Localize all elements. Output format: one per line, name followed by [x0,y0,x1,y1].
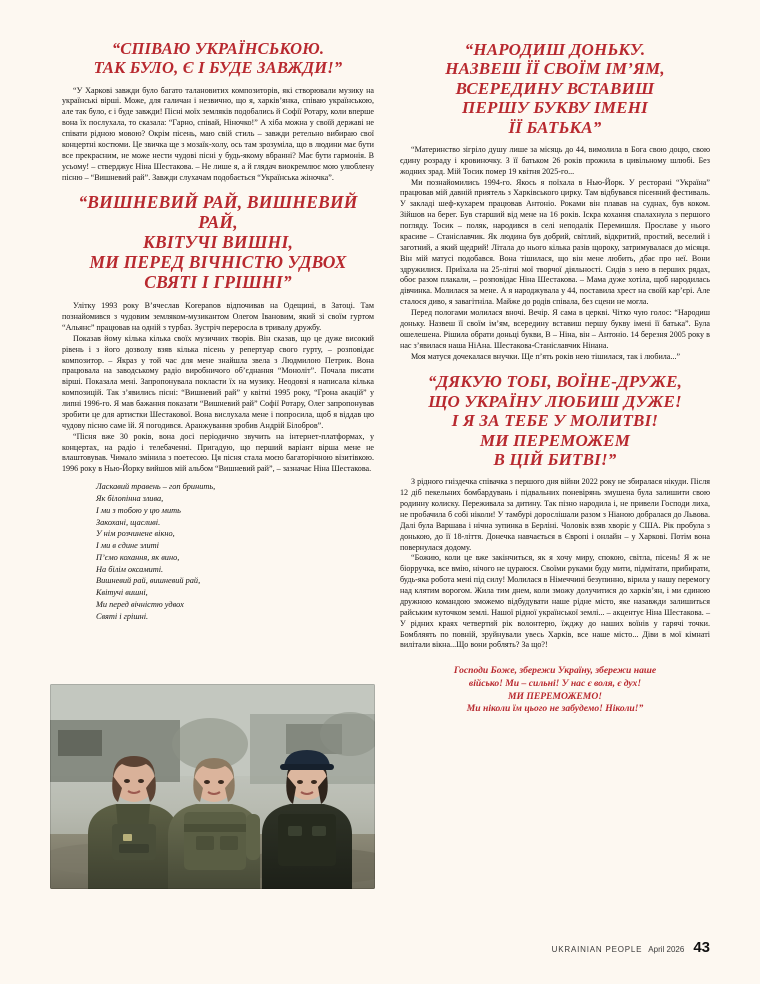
right-heading-1-line-1: “НАРОДИШ ДОНЬКУ. [464,40,646,59]
poem-verse [96,481,374,622]
right-heading-1-line-5: ЇЇ БАТЬКА” [508,117,602,137]
verse-line: Святі і грішні. [96,611,149,621]
right-paragraph-1: “Материнство зігріло душу лише за місяць до 44, вимолила в Бога свою доцю, свою єдину розраду і кровиночку. З її батьком 26 років прожила в цивільному шлюбі. Без жодних зрад. Мій Тосик помер 19 квітня 2025-го... [400,144,710,176]
right-heading-1-line-4: ПЕРШУ БУКВУ ІМЕНІ [462,98,648,118]
verse-line: Як білопінна злива, [96,493,164,503]
left-heading-2-line-2: КВІТУЧІ ВИШНІ, [142,232,294,253]
right-heading-2-line-3: І Я ЗА ТЕБЕ У МОЛИТВІ! [451,411,659,431]
right-heading-1 [400,40,710,137]
left-paragraph-4: “Пісня вже 30 років, вона досі періодично звучить на інтернет-платформах, у концертах, на радіо і телебаченні. Пригадую, що перший варіант вірша мене не влаштовував. Чимало змінила з поетесою. Ця пісня стала моєю багаторічною візитівкою. 1996 року в Нью-Йорку вийшов мій альбом “Вишневий рай”, – зазначає Ніна Шестакова. [62,431,374,474]
verse-line: Ласкавий травень – гоп бринить, [96,482,216,492]
right-column [400,40,710,716]
left-heading-1 [62,40,374,78]
closing-line-1: Господи Боже, збережи Україну, збережи наше [453,665,657,677]
left-heading-1-line-1: “СПІВАЮ УКРАЇНСЬКОЮ. [111,39,325,58]
magazine-name: UKRAINIAN PEOPLE [551,945,643,954]
verse-line: Квітучі вишні, [96,588,148,598]
verse-line: І ми в єдине злиті [96,541,159,551]
right-paragraph-3: Перед пологами молилася вночі. Вечір. Я сама в церкві. Чітко чую голос: “Народиш доньку. Назвеш її своїм ім’ям, всередину вставиш першу букву імені її батька”. Була ошелешена. Рішила обрати доньці букви, В – Ніна, він – Антоніо. 14 березня 2005 року в нас з’явилася наша НіАна. Шестакова-Станіславчик Нінанa. [400,308,710,350]
left-paragraph-2: Улітку 1993 року В’ячеслав Korеpanов відпочивав на Одещині, в Затоці. Там познайомився з чудовим земляком-музикантом Олегом Івановим, який зі своїм гуртом “Альянс” працював на одній з турбаз. Зустріч переросла в тривалу дружбу. [62,301,374,332]
right-heading-1-line-3: ВСЕРЕДИНУ ВСТАВИШ [455,78,655,98]
left-heading-2-line-4: СВЯТІ І ГРІШНІ” [144,272,292,293]
left-paragraph-1: “У Харкові завжди було багато талановитих композиторів, які створювали музику на українські вірші. Може, для галичан і незвично, що я, харків’янка, співаю українською, але так було, є і буде завжди! Пісні моїх земляків подобались й Софії Ротару, коли вперше вона їх послухала, то сказала: “Гарно, співай, Ніночко!” А хіба можна у своїй державі не співати рідною мовою? Окрім пісень, маю свій стиль – завжди ретельно вибираю свої концертні костюми. Це звичка ще з мозаїк-холу, ось там зрозуміла, що в людини має бути все прекрасним, не може нести чудові пісні у будь-якому вбранні? Має бути гармонія. В усьому! – стверджує Ніна Шестакова. – Не лише я, а й глядач виокремлює мою улюблену пісню – “Вишневий рай”. Завжди слухачам подобається “Українська жіночка”. [62,85,374,182]
page-number: 43 [693,939,710,956]
left-column [62,40,374,623]
photo-illustration [50,684,375,889]
verse-line: У нім розчинене вікно, [96,529,175,539]
verse-line: І ми з тобою у цю мить [96,505,181,515]
left-heading-1-line-2: ТАК БУЛО, Є І БУДЕ ЗАВЖДИ!” [93,57,343,77]
page-footer [552,939,710,956]
left-paragraph-3: Показав йому кілька кілька своїх музичних творів. Він сказав, що це дуже високий рівень і з його дозволу взяв кілька пісень у репертуар свого гурту, – розповідає композитор. – Якраз у той час для мене знайшла звела з Людмилою Петрик. Вона працювала на заводському радіо виробничого об’єднання “Моноліт”. Почала писати вірші. Показала мені. Запропонувала покласти їх на музику. Неодовзі я написала кілька композицій. Так з’явились пісні: “Вишневий рай” у квітні 1995 року, “Грона акацій” у липні 1996-го. Я мав бажання показати “Вишневий рай” Софії Ротару, Олег запропонував зробити це для артистки Шестакової. Вона вислухала мене і попросила, щоб я віддав цю чудову пісню саме їй. Я погодився. Аранжування зробив Андрій Білобров”. [62,333,374,430]
verse-line: Ми перед вічністю удвох [96,599,184,609]
article-photo [50,684,375,889]
right-paragraph-4: Моя матуся дочекалася внучки. Ще п’ять років нею тішилася, так і любила...” [411,351,681,361]
right-heading-1-line-2: НАЗВЕШ ЇЇ СВОЇМ ІМ’ЯМ, [445,59,665,79]
closing-prayer [400,665,710,716]
left-heading-2 [62,193,374,293]
right-paragraph-2: Ми познайомились 1994-го. Якось я поїхала в Нью-Йорк. У ресторані “Україна” працював мій давній приятель з Харківського цирку. Там відбувався пісенний фестиваль. У закладі шеф-кухарем працював Антоніо. Роками він плавав на суднах, був коком. Зійшов на берег. Був старший від мене на 16 років. Іскра кохання спалахнула з першого погляду. Тосик – поляк, народився в селі неподалік Перемишля. Прославе у нього красиве – Станіславчик. Як людина був добрий, світлий, відкритий, простий, веселий і заготний, а який щедрий! Літала до нього кілька разів щороку, затримувалася до місяця. Він мій матусі подобався. Вона тішилася, що він мене любить, дбає про неї. Вони здружилися. Приїхала на 25-літні мої творчої діяльності. Сидів з нею в перших рядах, обоє разом плакали, – розповідає Ніна Шестакова. – Мама дуже хотіла, щоб народилась дівчинка. Молилася за мене. А я народжувала у 44, поставила хрест на своїй кар’єрі. Але сталося диво, я завагітніла. Майже до родів співала, без сцени не могла. [400,177,710,307]
left-heading-2-line-1: “ВИШНЕВИЙ РАЙ, ВИШНЕВИЙ РАЙ, [78,192,358,233]
verse-line: На білім оксамиті. [96,564,164,574]
verse-line: Вишневий рай, вишневий рай, [96,576,201,586]
closing-line-2: військо! Ми – сильні! У нас є воля, є дух! [468,677,642,689]
right-heading-2 [400,372,710,469]
verse-line: П’ємо кохання, як вино, [96,552,180,562]
right-heading-2-line-2: ЩО УКРАЇНУ ЛЮБИШ ДУЖЕ! [428,391,682,411]
issue-date: April 2026 [648,945,685,954]
left-heading-2-line-3: МИ ПЕРЕД ВІЧНІСТЮ УДВОХ [89,252,347,273]
right-paragraph-6: “Божию, коли це вже закінчиться, як я хочу миру, спокою, світла, пісень! Я ж не біорручка, все вмію, нічого не цураюся. Своїми руками буду мити, підмітати, прибирати, будь-яка робота мені під силу! Молилася в Німеччині безупинно, вірила у нашу перемогу над клятим ворогом. Жила тим днем, коли зможу долучитися до харків’ян, і ми єдиною дружною командою зможемо відбудувати наше рідне місто, яке назавжди залишиться райським куточком землі. Нашої рідної української землі... – акцентує Ніна Шестакова. – У рідних краях четвертий рік волонтерю, їжджу до наших воїнів у гарячі точки. Бомбляять по повній, зруйнували увесь Харків, все наше місто... Діви в мої кімнаті вилітали вікна...Що вони роблять? За що?! [400,553,710,650]
verse-line: Закохані, щасливі. [96,517,161,527]
right-paragraph-5: З рідного гніздечка співачка з першого дня війни 2022 року не збиралася нікуди. Після 12 діб пекельних бомбардувань і підвальних поневірянь змушена була залишити свою родинну колиску. Переживала за дитину. Так пізно народила і, не привели Господи лиха, не пробачила б собі ніколи! У тамбурі дорослішали разом з Ніаною добралася до Львова. Далі була Варшава і нічна зупинка в Берліні. Чоловік взяв хворіє у США. Рік пробула з донькою, до її 18-ліття. Донечка навчається в Європі і онлайн – у Харкові. Потім вона повернулася додому. [400,477,710,552]
right-heading-2-line-4: МИ ПЕРЕМОЖЕМ [479,430,631,450]
closing-line-3: МИ ПЕРЕМОЖЕМО! [507,690,602,702]
right-heading-2-line-5: В ЦІЙ БИТВІ!” [493,449,617,469]
closing-line-4: Ми ніколи їм цього не забудемо! Ніколи!” [466,703,644,715]
right-heading-2-line-1: “ДЯКУЮ ТОБІ, ВОЇНЕ-ДРУЖЕ, [427,372,683,392]
